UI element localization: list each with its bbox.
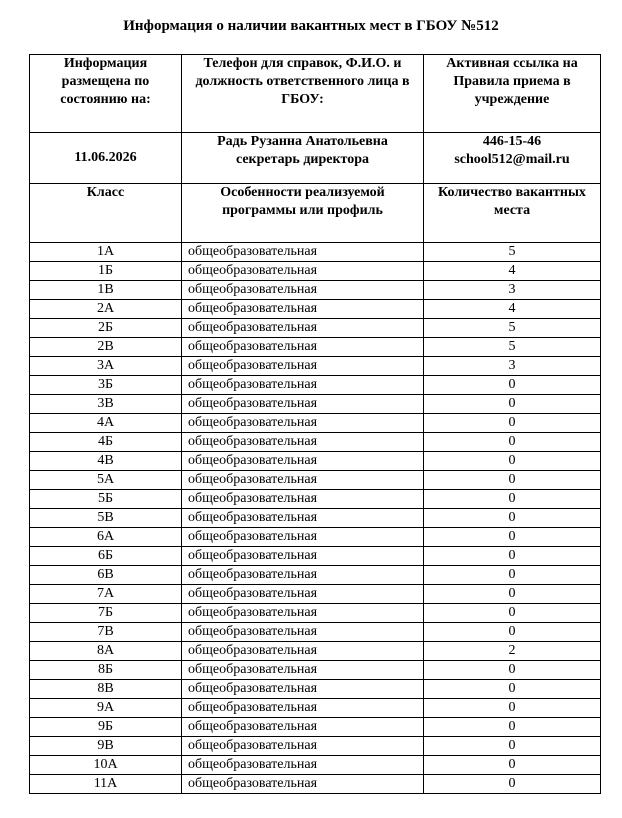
class-cell: 3Б [30, 376, 182, 395]
header-row [30, 55, 601, 133]
count-cell: 0 [424, 490, 601, 509]
table-row [30, 452, 601, 471]
class-cell: 3А [30, 357, 182, 376]
program-cell: общеобразовательная [182, 566, 424, 585]
header-rules-link-cell: Активная ссылка на Правила приема в учреждение [424, 55, 601, 133]
class-cell: 9В [30, 737, 182, 756]
subheader-count: Количество вакантных места [424, 184, 601, 243]
table-row [30, 642, 601, 661]
class-cell: 7В [30, 623, 182, 642]
program-cell: общеобразовательная [182, 319, 424, 338]
table-row [30, 737, 601, 756]
count-cell: 0 [424, 471, 601, 490]
count-cell: 0 [424, 452, 601, 471]
count-cell: 0 [424, 699, 601, 718]
table-row [30, 566, 601, 585]
contact-email: school512@mail.ru [454, 152, 570, 167]
count-cell: 5 [424, 243, 601, 262]
table-row [30, 699, 601, 718]
count-cell: 0 [424, 737, 601, 756]
subheader-class: Класс [30, 184, 182, 243]
table-row [30, 357, 601, 376]
class-cell: 10А [30, 756, 182, 775]
count-cell: 0 [424, 718, 601, 737]
program-cell: общеобразовательная [182, 547, 424, 566]
class-cell: 5Б [30, 490, 182, 509]
count-cell: 0 [424, 376, 601, 395]
table-row [30, 528, 601, 547]
contact-phone-cell [424, 133, 601, 184]
table-row [30, 395, 601, 414]
count-cell: 0 [424, 756, 601, 775]
program-cell: общеобразовательная [182, 376, 424, 395]
class-cell: 4А [30, 414, 182, 433]
count-cell: 0 [424, 528, 601, 547]
class-cell: 6Б [30, 547, 182, 566]
class-cell: 2В [30, 338, 182, 357]
table-row [30, 718, 601, 737]
class-cell: 4В [30, 452, 182, 471]
contact-person-cell [182, 133, 424, 184]
class-cell: 11А [30, 775, 182, 794]
table-row [30, 300, 601, 319]
program-cell: общеобразовательная [182, 604, 424, 623]
program-cell: общеобразовательная [182, 262, 424, 281]
table-row [30, 376, 601, 395]
table-row [30, 433, 601, 452]
contact-name: Радь Рузанна Анатольевна [217, 134, 388, 149]
count-cell: 2 [424, 642, 601, 661]
class-cell: 4Б [30, 433, 182, 452]
count-cell: 3 [424, 281, 601, 300]
program-cell: общеобразовательная [182, 414, 424, 433]
count-cell: 5 [424, 338, 601, 357]
subheader-program: Особенности реализуемой программы или профиль [182, 184, 424, 243]
count-cell: 0 [424, 547, 601, 566]
class-cell: 2А [30, 300, 182, 319]
page-title: Информация о наличии вакантных мест в ГБОУ №512 [123, 18, 499, 34]
table-row [30, 262, 601, 281]
class-cell: 1В [30, 281, 182, 300]
table-row [30, 680, 601, 699]
header-date-cell: Информация размещена по состоянию на: [30, 55, 182, 133]
class-cell: 8В [30, 680, 182, 699]
table-row [30, 281, 601, 300]
header-contact-cell: Телефон для справок, Ф.И.О. и должность ответственного лица в ГБОУ: [182, 55, 424, 133]
table-row [30, 243, 601, 262]
count-cell: 0 [424, 585, 601, 604]
vacancy-table [29, 54, 601, 794]
count-cell: 0 [424, 395, 601, 414]
program-cell: общеобразовательная [182, 281, 424, 300]
class-cell: 2Б [30, 319, 182, 338]
contact-row [30, 133, 601, 184]
program-cell: общеобразовательная [182, 243, 424, 262]
class-cell: 5А [30, 471, 182, 490]
program-cell: общеобразовательная [182, 680, 424, 699]
program-cell: общеобразовательная [182, 509, 424, 528]
program-cell: общеобразовательная [182, 699, 424, 718]
class-cell: 6В [30, 566, 182, 585]
program-cell: общеобразовательная [182, 718, 424, 737]
table-row [30, 623, 601, 642]
program-cell: общеобразовательная [182, 357, 424, 376]
count-cell: 0 [424, 604, 601, 623]
count-cell: 4 [424, 262, 601, 281]
class-cell: 9А [30, 699, 182, 718]
table-row [30, 756, 601, 775]
table-row [30, 775, 601, 794]
count-cell: 0 [424, 680, 601, 699]
table-row [30, 338, 601, 357]
table-row [30, 471, 601, 490]
count-cell: 0 [424, 623, 601, 642]
program-cell: общеобразовательная [182, 471, 424, 490]
table-row [30, 585, 601, 604]
class-cell: 5В [30, 509, 182, 528]
info-date: 11.06.2026 [30, 133, 182, 184]
class-cell: 3В [30, 395, 182, 414]
program-cell: общеобразовательная [182, 661, 424, 680]
program-cell: общеобразовательная [182, 528, 424, 547]
count-cell: 3 [424, 357, 601, 376]
count-cell: 0 [424, 661, 601, 680]
count-cell: 0 [424, 414, 601, 433]
program-cell: общеобразовательная [182, 737, 424, 756]
count-cell: 0 [424, 566, 601, 585]
program-cell: общеобразовательная [182, 642, 424, 661]
count-cell: 0 [424, 775, 601, 794]
count-cell: 5 [424, 319, 601, 338]
class-cell: 9Б [30, 718, 182, 737]
program-cell: общеобразовательная [182, 775, 424, 794]
program-cell: общеобразовательная [182, 338, 424, 357]
class-cell: 1А [30, 243, 182, 262]
class-cell: 7Б [30, 604, 182, 623]
program-cell: общеобразовательная [182, 395, 424, 414]
class-cell: 1Б [30, 262, 182, 281]
table-row [30, 604, 601, 623]
table-row [30, 319, 601, 338]
count-cell: 4 [424, 300, 601, 319]
program-cell: общеобразовательная [182, 490, 424, 509]
program-cell: общеобразовательная [182, 433, 424, 452]
count-cell: 0 [424, 433, 601, 452]
class-cell: 7А [30, 585, 182, 604]
class-cell: 6А [30, 528, 182, 547]
program-cell: общеобразовательная [182, 585, 424, 604]
program-cell: общеобразовательная [182, 300, 424, 319]
table-row [30, 509, 601, 528]
subheader-row [30, 184, 601, 243]
table-row [30, 414, 601, 433]
class-cell: 8А [30, 642, 182, 661]
contact-phone: 446-15-46 [482, 134, 542, 149]
table-row [30, 490, 601, 509]
class-cell: 8Б [30, 661, 182, 680]
program-cell: общеобразовательная [182, 756, 424, 775]
count-cell: 0 [424, 509, 601, 528]
table-row [30, 547, 601, 566]
table-row [30, 661, 601, 680]
program-cell: общеобразовательная [182, 452, 424, 471]
contact-position: секретарь директора [235, 152, 370, 167]
program-cell: общеобразовательная [182, 623, 424, 642]
